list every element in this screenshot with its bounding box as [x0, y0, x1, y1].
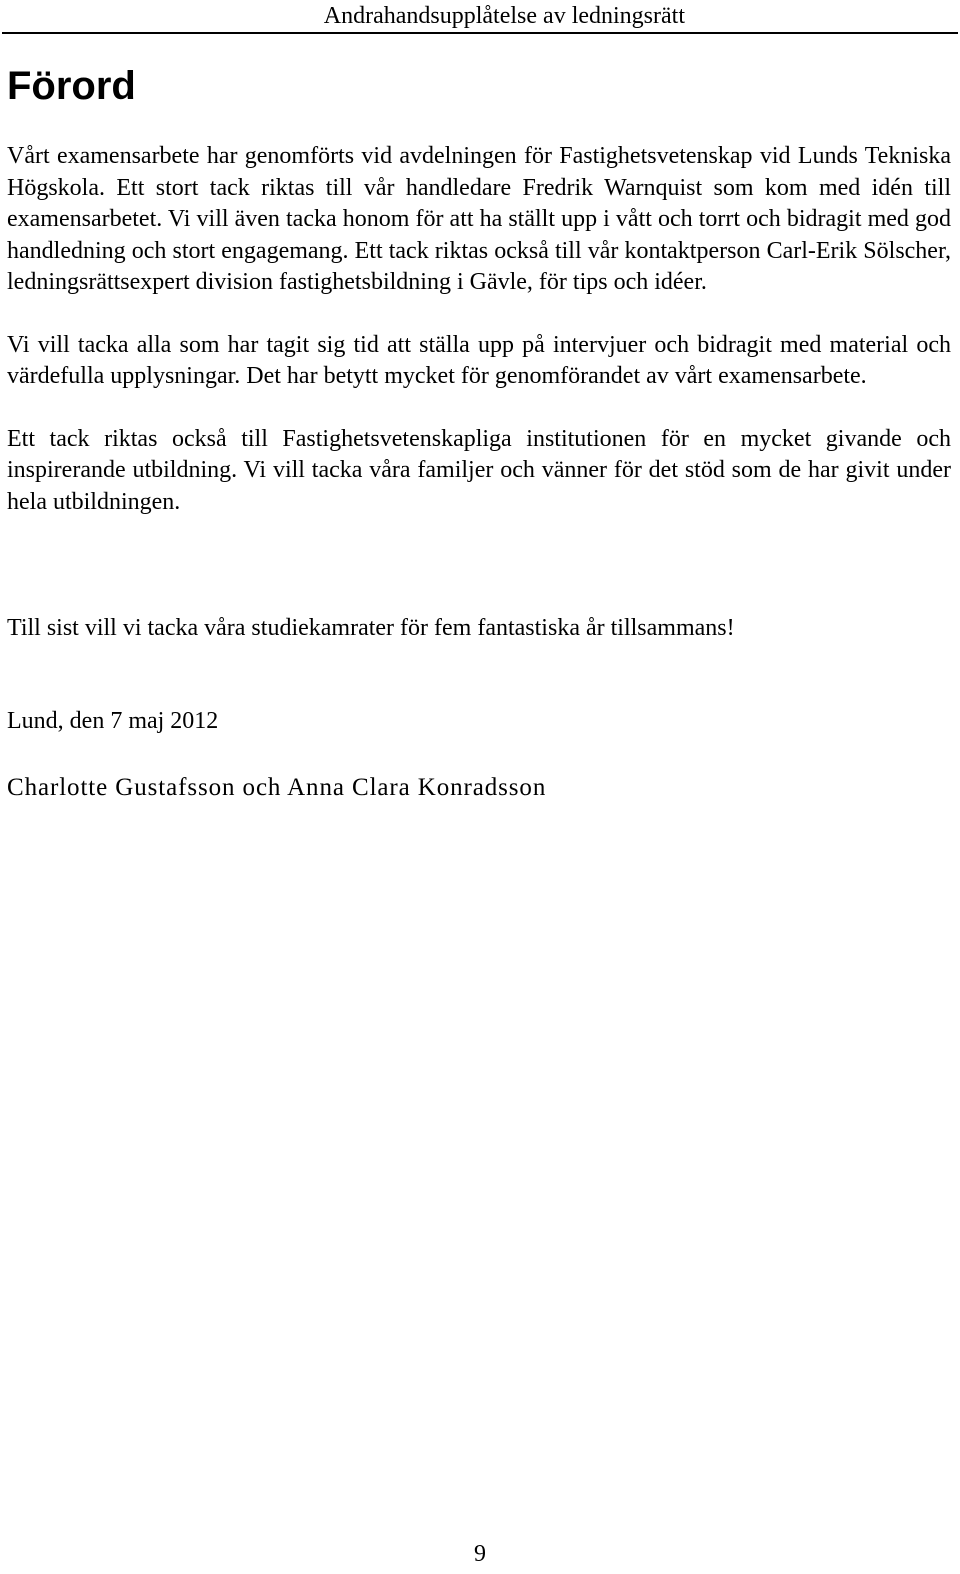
- page-title: Förord: [7, 64, 136, 108]
- closing-line: Till sist vill vi tacka våra studiekamrater för fem fantastiska år tillsammans!: [7, 615, 735, 641]
- running-header: [0, 0, 960, 32]
- paragraph-acknowledgement-institution: Ett tack riktas också till Fastighetsvetenskapliga institutionen för en mycket givande och inspirerande utbildning. Vi vill tacka våra familjer och vänner för det stöd som de har givit under hela utbildningen.: [7, 425, 951, 515]
- running-header-title: Andrahandsupplåtelse av ledningsrätt: [323, 3, 685, 29]
- dateline: Lund, den 7 maj 2012: [7, 708, 219, 734]
- body-text: [7, 141, 951, 549]
- paragraph-acknowledgement-supervisor: Vårt examensarbete har genomförts vid avdelningen för Fastighetsvetenskap vid Lunds Tekniska Högskola. Ett stort tack riktas till vår handledare Fredrik Warnquist som kom med idén till examensarbetet. Vi vill även tacka honom för att ha ställt upp i vått och torrt och bidragit med god handledning och stort engagemang. Ett tack riktas också till vår kontaktperson Carl-Erik Sölscher, ledningsrättsexpert division fastighetsbildning i Gävle, för tips och idéer.: [7, 143, 951, 295]
- header-rule: [2, 32, 958, 34]
- signature: Charlotte Gustafsson och Anna Clara Konradsson: [7, 774, 547, 801]
- paragraph-acknowledgement-interviewees: Vi vill tacka alla som har tagit sig tid att ställa upp på intervjuer och bidragit med material och värdefulla upplysningar. Det har betytt mycket för genomförandet av vårt examensarbete.: [7, 331, 951, 389]
- page-number: 9: [474, 1541, 486, 1567]
